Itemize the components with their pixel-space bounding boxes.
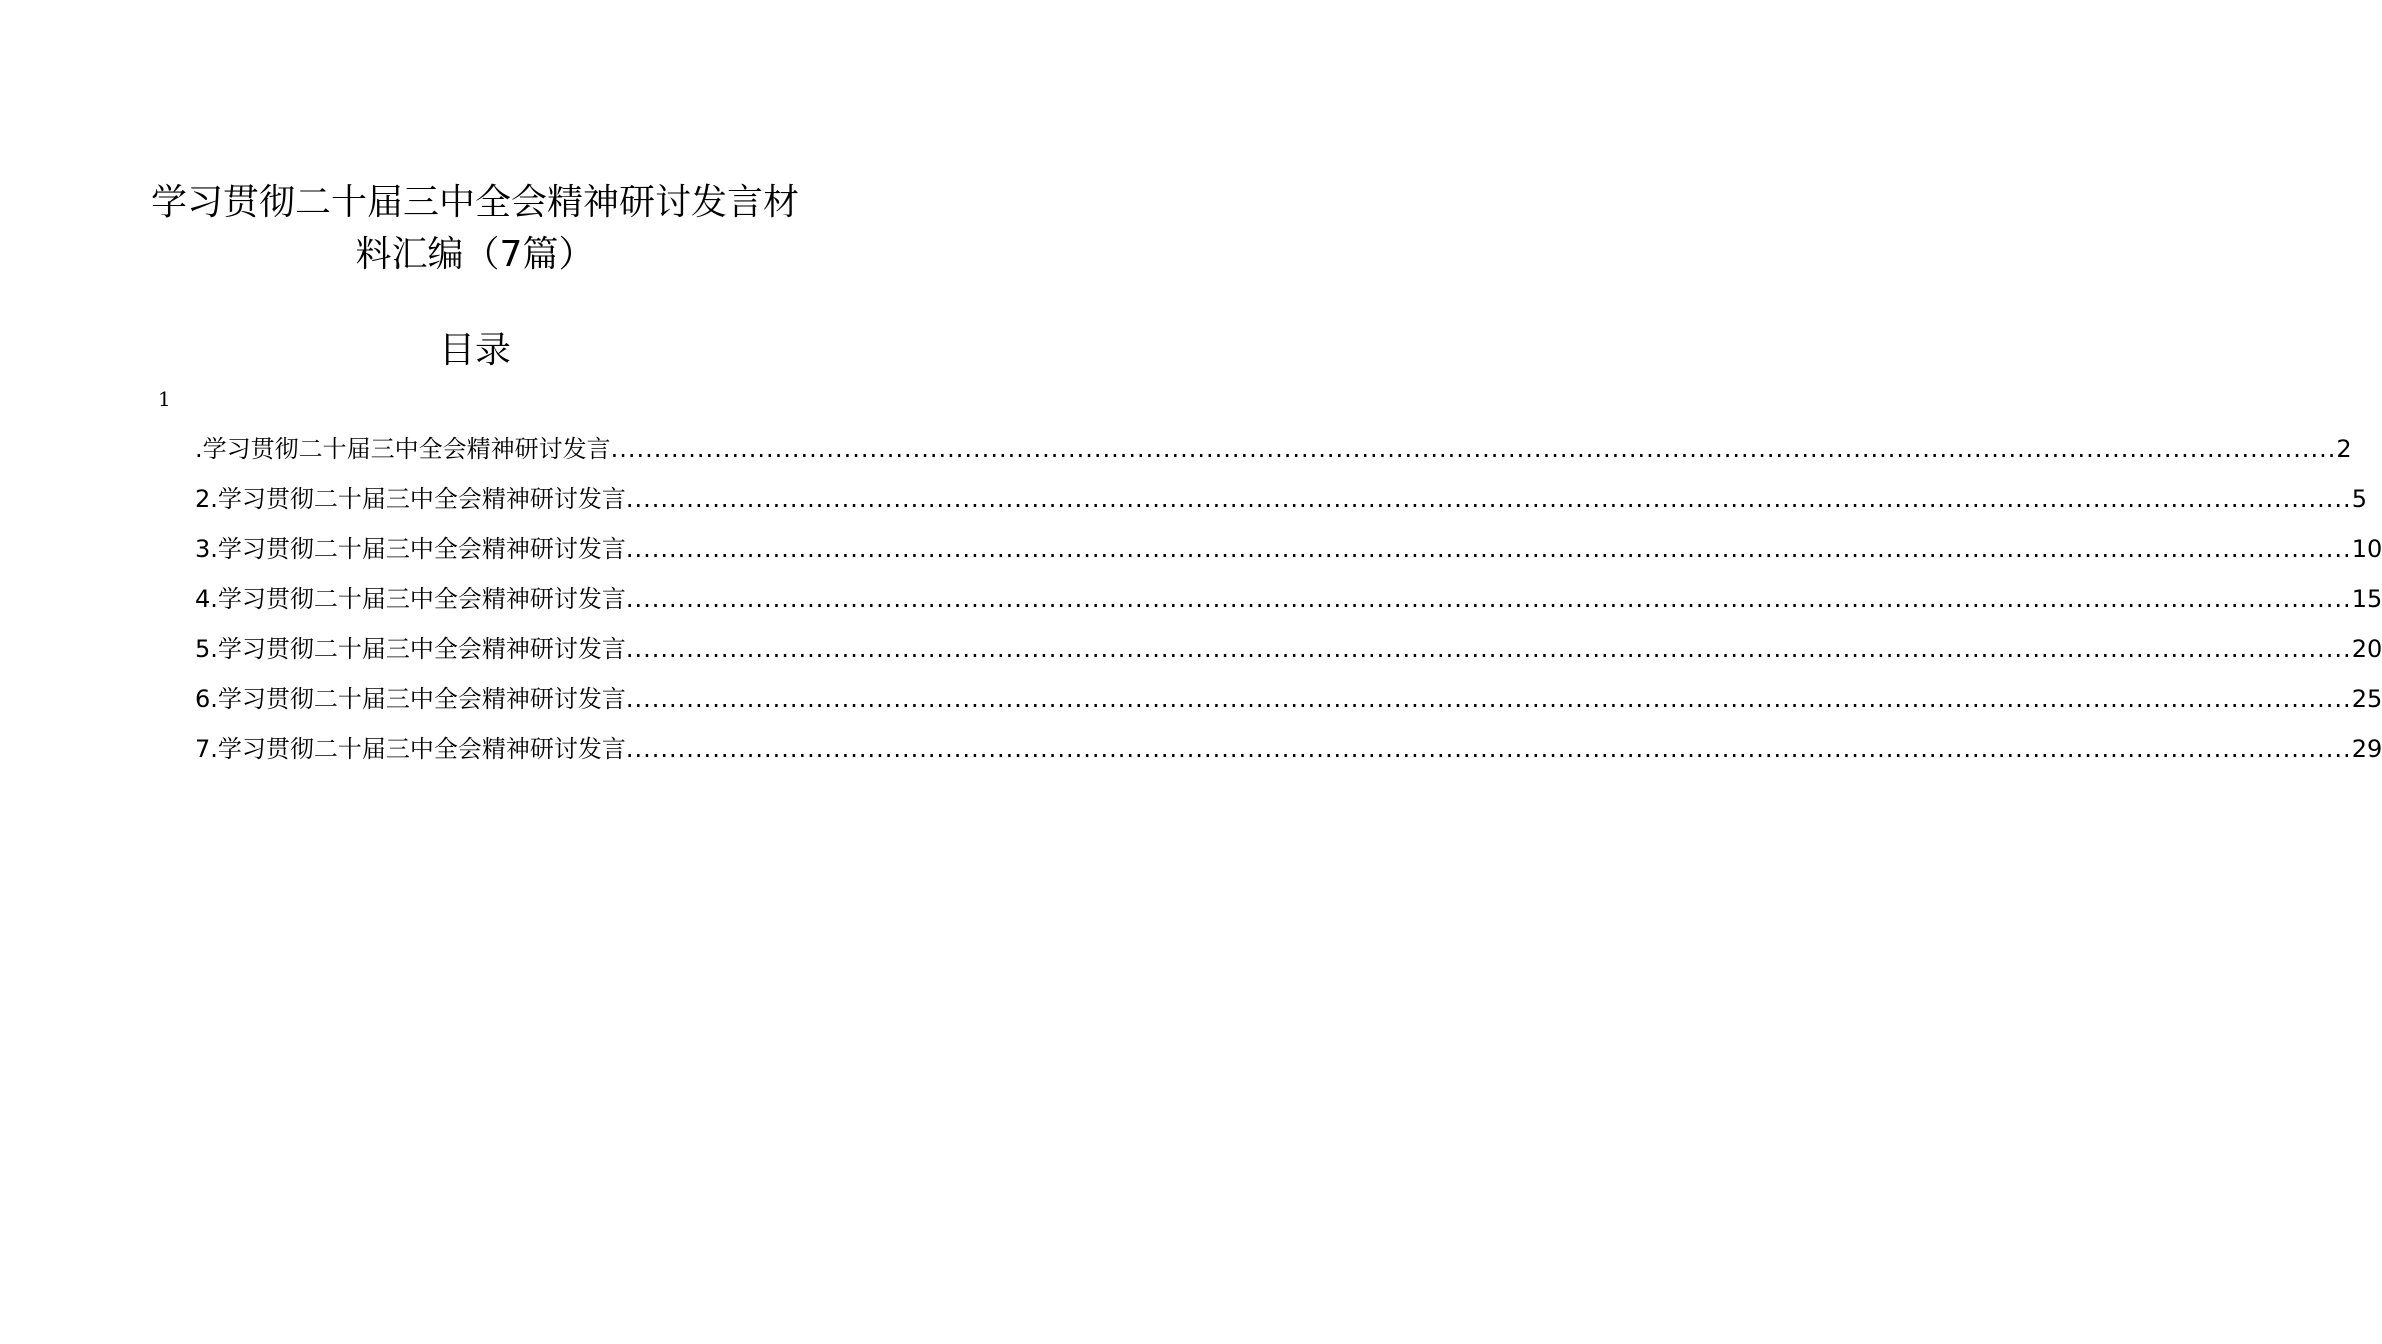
toc-entry-page: 10 [2351,535,2382,563]
toc-entry[interactable] [195,624,2382,674]
toc-entry-text: 7.学习贯彻二十届三中全会精神研讨发言 [195,735,626,763]
toc-entry-page: 5 [2351,485,2367,513]
toc-entry-page: 29 [2351,735,2382,763]
toc-dot-leader: ........................................................................................................................................................................................................ [625,735,2352,763]
document-title-line-2: 料汇编（7篇） [355,234,595,275]
toc-dot-leader: ........................................................................................................................................................................................................ [625,685,2352,713]
stray-number: 1 [158,387,171,411]
toc-entry-text: 6.学习贯彻二十届三中全会精神研讨发言 [195,685,626,713]
toc-dot-leader: ........................................................................................................................................................................................................ [625,485,2352,513]
toc-entry[interactable] [195,474,2367,524]
toc-entry[interactable] [195,724,2382,774]
toc-entry-text: 5.学习贯彻二十届三中全会精神研讨发言 [195,635,626,663]
toc-dot-leader: ........................................................................................................................................................................................................ [625,585,2352,613]
toc-entry-page: 25 [2351,685,2382,713]
toc-list [195,424,2382,774]
toc-entry[interactable] [195,674,2382,724]
document-title-line-1: 学习贯彻二十届三中全会精神研讨发言材 [150,182,799,223]
toc-entry-page: 2 [2336,435,2352,463]
toc-entry[interactable] [195,574,2382,624]
toc-entry-page: 15 [2351,585,2382,613]
toc-entry-text: 4.学习贯彻二十届三中全会精神研讨发言 [195,585,626,613]
toc-heading: 目录 [438,330,511,371]
toc-dot-leader: ........................................................................................................................................................................................................ [610,435,2337,463]
toc-entry[interactable] [195,524,2382,574]
toc-entry-text: 2.学习贯彻二十届三中全会精神研讨发言 [195,485,626,513]
toc-dot-leader: ........................................................................................................................................................................................................ [625,635,2352,663]
toc-entry[interactable] [195,424,2352,474]
toc-entry-text: .学习贯彻二十届三中全会精神研讨发言 [195,435,611,463]
toc-entry-text: 3.学习贯彻二十届三中全会精神研讨发言 [195,535,626,563]
toc-entry-page: 20 [2351,635,2382,663]
toc-dot-leader: ........................................................................................................................................................................................................ [625,535,2352,563]
